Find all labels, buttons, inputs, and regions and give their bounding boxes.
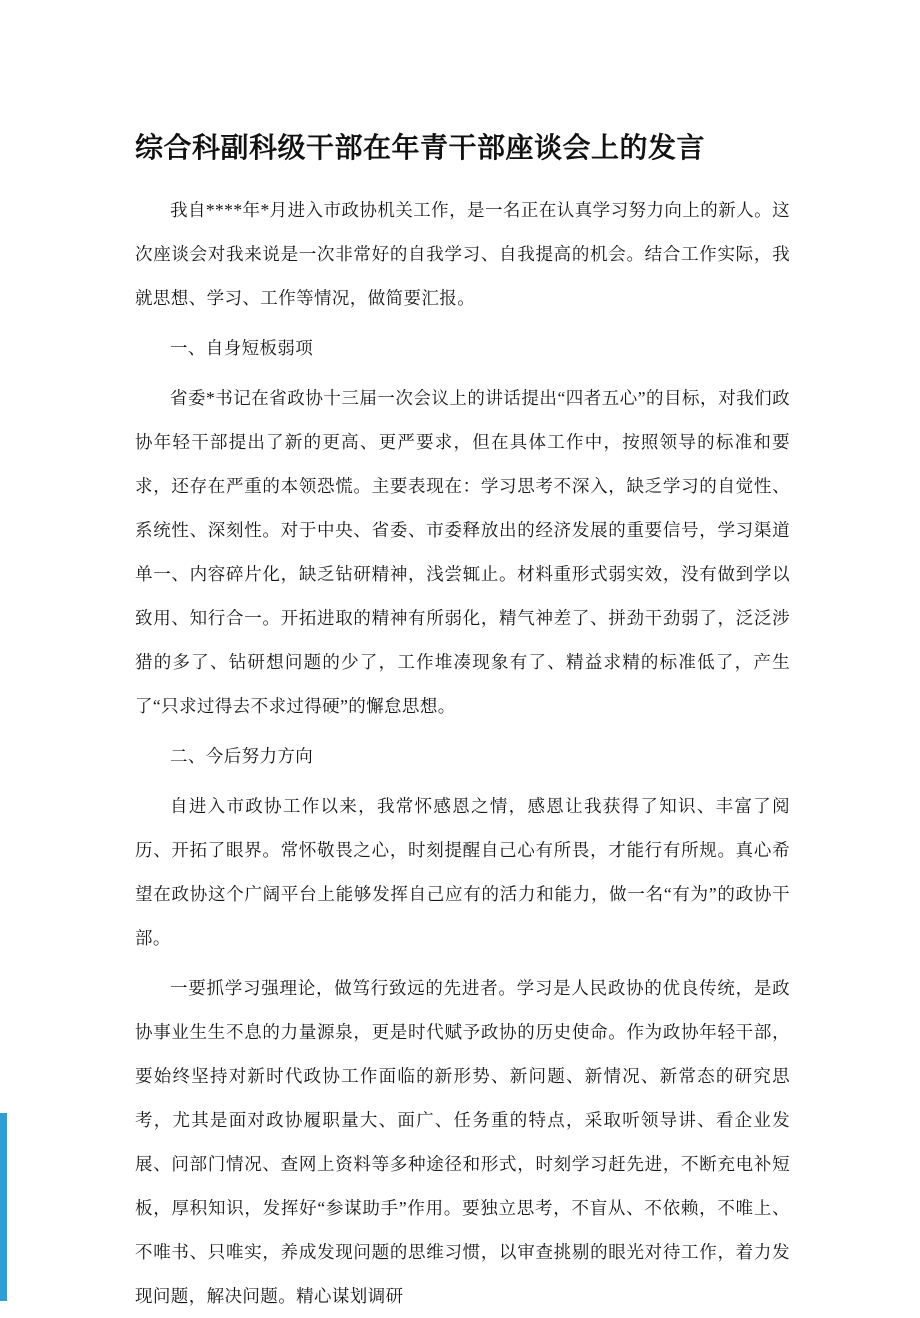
- section-heading-2: 二、今后努力方向: [170, 746, 314, 766]
- paragraph-shortcomings: 省委*书记在省政协十三届一次会议上的讲话提出“四者五心”的目标，对我们政协年轻干部提出了新的更高、更严要求，但在具体工作中，按照领导的标准和要求，还存在严重的本领恐慌。主要表现在：学习思考不深入，缺乏学习的自觉性、系统性、深刻性。对于中央、省委、市委释放出的经济发展的重要信号，学习渠道单一、内容碎片化，缺乏钻研精神，浅尝辄止。材料重形式弱实效，没有做到学以致用、知行合一。开拓进取的精神有所弱化，精气神差了、拼劲干劲弱了，泛泛涉猎的多了、钻研想问题的少了，工作堆凑现象有了、精益求精的标准低了，产生了“只求过得去不求过得硬”的懈怠思想。: [135, 388, 790, 716]
- section-heading-1: 一、自身短板弱项: [170, 338, 314, 358]
- paragraph-learning-theory: 一要抓学习强理论，做笃行致远的先进者。学习是人民政协的优良传统，是政协事业生生不息的力量源泉，更是时代赋予政协的历史使命。作为政协年轻干部，要始终坚持对新时代政协工作面临的新形势、新问题、新情况、新常态的研究思考，尤其是面对政协履职量大、面广、任务重的特点，采取听领导讲、看企业发展、问部门情况、查网上资料等多种途径和形式，时刻学习赶先进，不断充电补短板，厚积知识，发挥好“参谋助手”作用。要独立思考，不盲从、不依赖，不唯上、不唯书、只唯实，养成发现问题的思维习惯，以审查挑剔的眼光对待工作，着力发现问题，解决问题。精心谋划调研: [135, 978, 790, 1306]
- paragraph-gratitude: 自进入市政协工作以来，我常怀感恩之情，感恩让我获得了知识、丰富了阅历、开拓了眼界。常怀敬畏之心，时刻提醒自己心有所畏，才能行有所规。真心希望在政协这个广阔平台上能够发挥自己应有的活力和能力，做一名“有为”的政协干部。: [135, 796, 790, 948]
- paragraph-intro: 我自****年*月进入市政协机关工作，是一名正在认真学习努力向上的新人。这次座谈会对我来说是一次非常好的自我学习、自我提高的机会。结合工作实际，我就思想、学习、工作等情况，做简要汇报。: [135, 200, 790, 308]
- left-edge-accent-bar: [0, 1113, 7, 1301]
- document-title: 综合科副科级干部在年青干部座谈会上的发言: [135, 133, 706, 164]
